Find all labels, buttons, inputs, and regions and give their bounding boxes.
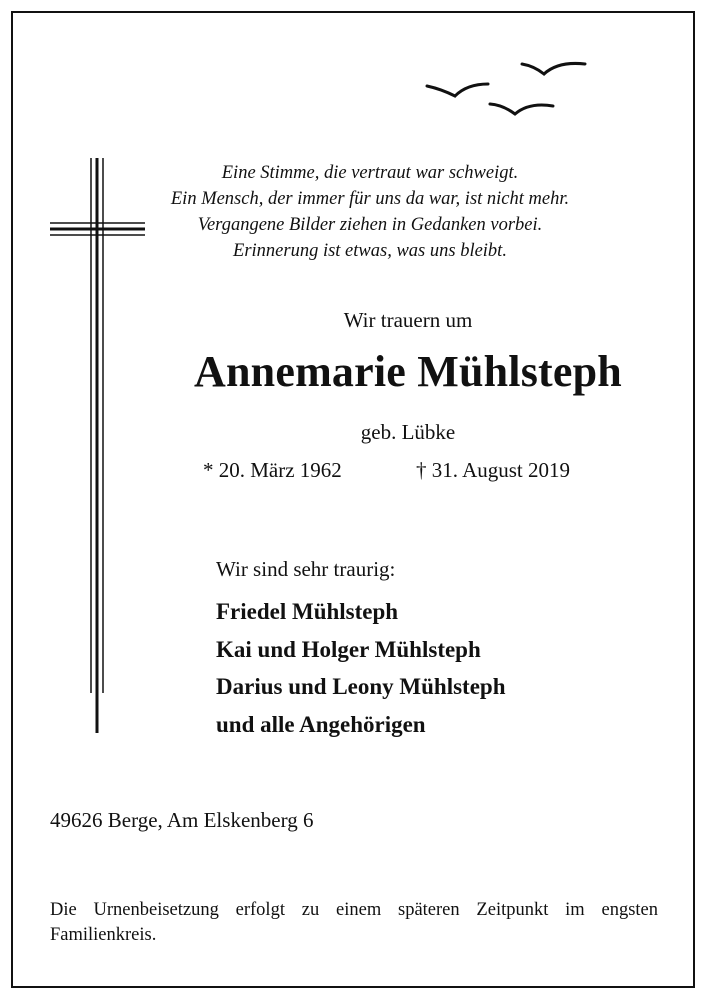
death-date: † 31. August 2019 xyxy=(416,458,571,482)
deceased-name: Annemarie Mühlsteph xyxy=(194,347,622,396)
mourners-list xyxy=(216,593,506,743)
sad-line: Wir sind sehr traurig: xyxy=(216,557,396,581)
birds-icon xyxy=(415,55,590,125)
birth-name: geb. Lübke xyxy=(360,420,456,444)
mourning-line: Wir trauern um xyxy=(343,308,473,332)
mourner-entry: Kai und Holger Mühlsteph xyxy=(216,636,481,662)
birth-date: * 20. März 1962 xyxy=(203,458,342,482)
poem xyxy=(150,160,590,264)
mourner-entry: Darius und Leony Mühlsteph xyxy=(216,674,506,699)
poem-line: Eine Stimme, die vertraut war schweigt. xyxy=(221,163,519,183)
poem-line: Erinnerung ist etwas, was uns bleibt. xyxy=(233,241,507,261)
mourner-entry: Friedel Mühlsteph xyxy=(216,599,399,624)
cross-icon xyxy=(50,158,150,733)
address: 49626 Berge, Am Elskenberg 6 xyxy=(50,808,314,832)
burial-note: Die Urnenbeisetzung erfolgt zu einem späteren Zeitpunkt im engsten Familienkreis. xyxy=(50,900,658,945)
poem-line: Ein Mensch, der immer für uns da war, ist nicht mehr. xyxy=(170,189,570,209)
mourner-entry: und alle Angehörigen xyxy=(216,711,426,737)
poem-line: Vergangene Bilder ziehen in Gedanken vorbei. xyxy=(197,215,543,235)
